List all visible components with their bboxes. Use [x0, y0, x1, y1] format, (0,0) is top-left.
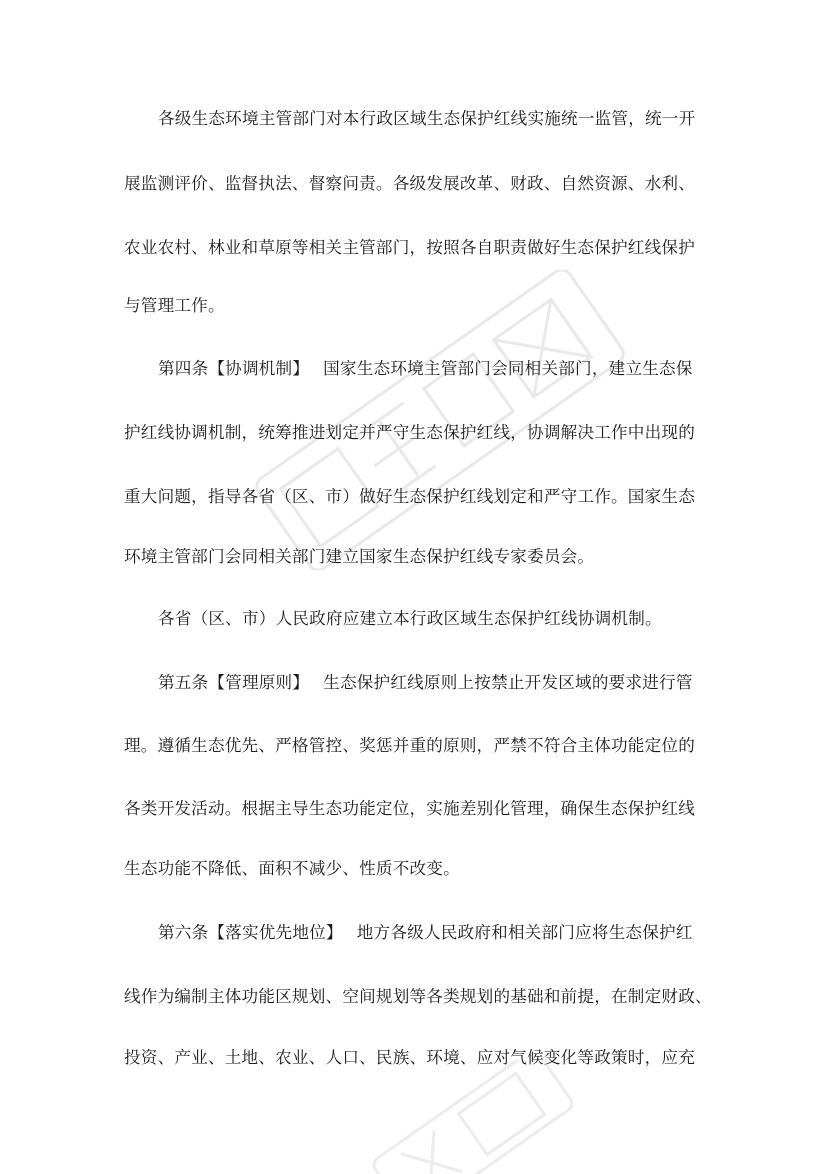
- article-6-line-1: [158, 921, 758, 945]
- article-5-line-3: 各类开发活动。根据主导生态功能定位，实施差别化管理，确保生态保护红线: [124, 799, 695, 818]
- paragraph-1-line-2: 展监测评价、监督执法、督察问责。各级发展改革、财政、自然资源、水利、: [124, 174, 695, 193]
- article-4-line-2: 护红线协调机制，统筹推进划定并严守生态保护红线，协调解决工作中出现的: [124, 423, 695, 442]
- article-5-line-4: 生态功能不降低、面积不减少、性质不改变。: [124, 859, 460, 878]
- article-6-line-3: 投资、产业、土地、农业、人口、民族、环境、应对气候变化等政策时，应充: [124, 1048, 695, 1067]
- article-5-title: 第五条【管理原则】: [158, 673, 310, 692]
- article-4-line-4: 环境主管部门会同相关部门建立国家生态保护红线专家委员会。: [124, 547, 595, 566]
- paragraph-1-line-4: 与管理工作。: [124, 296, 225, 315]
- article-6-text: 地方各级人民政府和相关部门应将生态保护红: [356, 923, 693, 942]
- article-6-line-2: 线作为编制主体功能区规划、空间规划等各类规划的基础和前提，在制定财政、: [124, 987, 712, 1006]
- article-5-line-2: 理。遵循生态优先、严格管控、奖惩并重的原则，严禁不符合主体功能定位的: [124, 736, 695, 755]
- article-4-title: 第四条【协调机制】: [158, 359, 310, 378]
- article-4-line-3: 重大问题，指导各省（区、市）做好生态保护红线划定和严守工作。国家生态: [124, 487, 695, 506]
- paragraph-1-line-3: 农业农村、林业和草原等相关主管部门，按照各自职责做好生态保护红线保护: [124, 238, 695, 257]
- paragraph-3-line-1: 各省（区、市）人民政府应建立本行政区域生态保护红线协调机制。: [158, 609, 662, 628]
- article-5-line-1: [158, 671, 758, 695]
- article-5-text: 生态保护红线原则上按禁止开发区域的要求进行管: [323, 673, 693, 692]
- paragraph-1-line-1: 各级生态环境主管部门对本行政区域生态保护红线实施统一监管，统一开: [158, 109, 696, 128]
- watermark-graphic-bottom: [340, 1060, 600, 1174]
- article-6-title: 第六条【落实优先地位】: [158, 923, 343, 942]
- article-4-line-1: [158, 357, 758, 381]
- article-4-text: 国家生态环境主管部门会同相关部门，建立生态保: [323, 359, 693, 378]
